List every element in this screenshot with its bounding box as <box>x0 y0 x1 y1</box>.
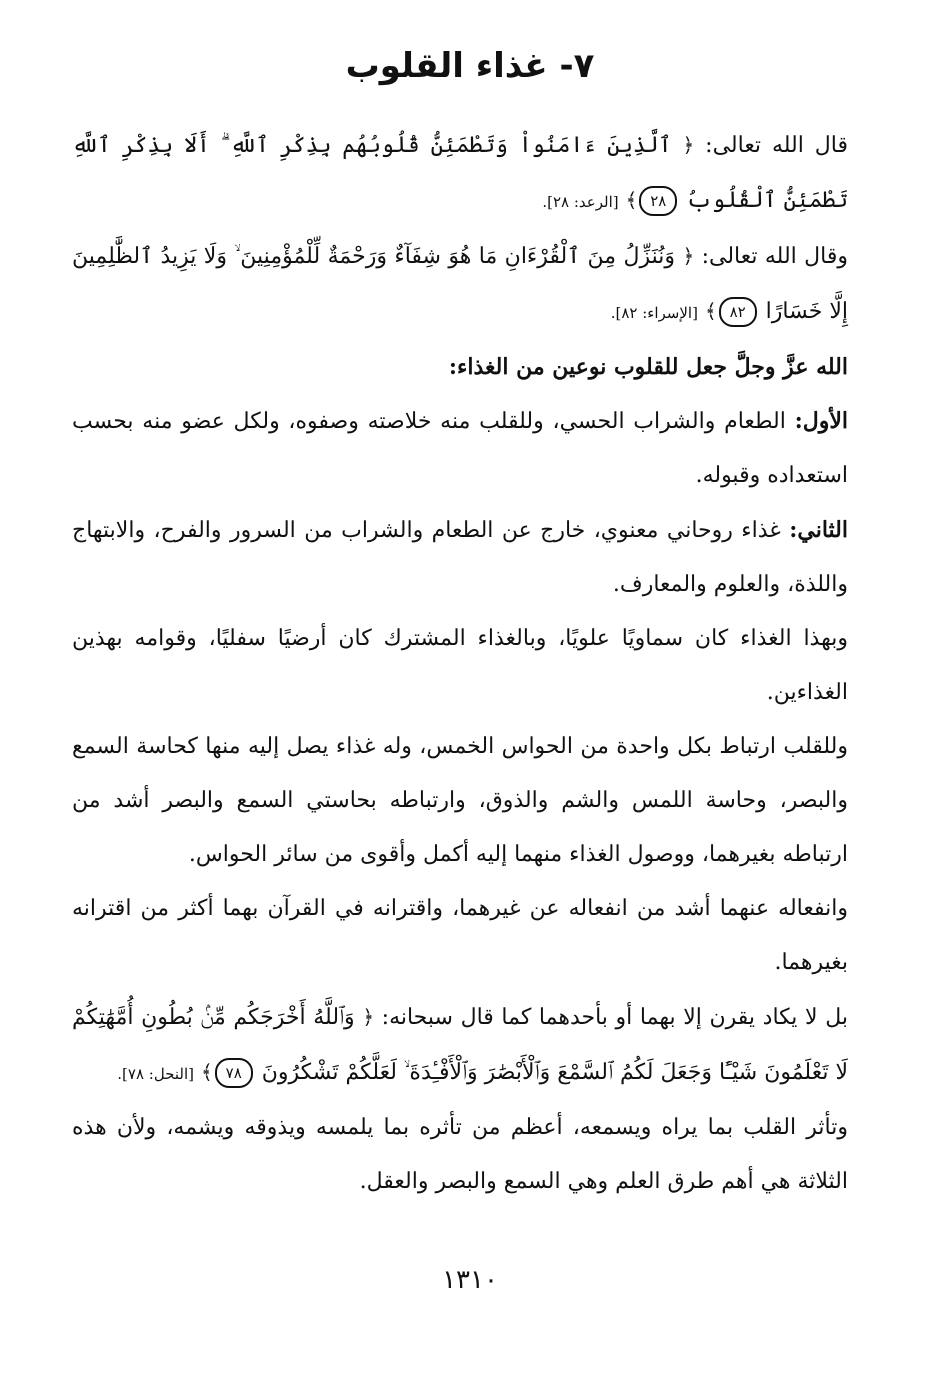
quran-verse: وَنُنَزِّلُ مِنَ ٱلْقُرْءَانِ مَا هُوَ شِفَآءٌ وَرَحْمَةٌ لِّلْمُؤْمِنِينَ ۙ وَلَا يَزِيدُ ٱلظَّٰلِمِينَ إِلَّا خَسَارًا <box>72 244 848 324</box>
verse-intro: وقال الله تعالى: <box>694 244 849 269</box>
page-number: ١٣١٠ <box>442 1265 498 1295</box>
paragraph: وتأثر القلب بما يراه ويسمعه، أعظم من تأثره بما يلمسه ويذوقه ويشمه، ولأن هذه الثلاثة هي أهم طرق العلم وهي السمع والبصر والعقل. <box>72 1115 848 1194</box>
ornate-bracket-open-icon: ﴿ <box>362 1005 375 1029</box>
paragraph: وانفعاله عنهما أشد من انفعاله عن غيرهما، واقترانه في القرآن بهما أكثر من اقترانه بغيرهما. <box>72 896 848 975</box>
page-body <box>72 118 848 1209</box>
paragraph-label: الأول: <box>794 408 848 434</box>
verse-number-badge: ٧٨ <box>215 1058 253 1088</box>
verse-citation: [الإسراء: ٨٢]. <box>610 304 698 322</box>
paragraph-text: غذاء روحاني معنوي، خارج عن الطعام والشراب من السرور والفرح، والابتهاج واللذة، والعلوم والمعارف. <box>72 518 848 597</box>
paragraph-first-type <box>72 394 848 503</box>
paragraph-second-type <box>72 503 848 612</box>
verse-block-ar-rad <box>72 118 848 229</box>
verse-intro: قال الله تعالى: <box>694 133 849 158</box>
verse-block-an-nahl <box>72 990 848 1101</box>
ornate-bracket-open-icon: ﴿ <box>682 133 695 157</box>
paragraph-label: الثاني: <box>789 517 848 543</box>
paragraph-text: الطعام والشراب الحسي، وللقلب منه خلاصته وصفوه، ولكل عضو منه بحسب استعداده وقبوله. <box>72 409 848 488</box>
verse-number-badge: ٨٢ <box>719 297 757 327</box>
ornate-bracket-open-icon: ﴿ <box>682 244 695 268</box>
verse-block-al-isra <box>72 229 848 340</box>
ornate-bracket-close-icon: ﴾ <box>201 1060 213 1084</box>
paragraph: وللقلب ارتباط بكل واحدة من الحواس الخمس، وله غذاء يصل إليه منها كحاسة السمع والبصر، وحاسة اللمس والشم والذوق، وارتباطه بحاستي السمع والبصر أشد من ارتباطه بغيرهما، ووصول الغذاء منهما إليه أكمل وأقوى من سائر الحواس. <box>72 734 848 867</box>
verse-citation: [الرعد: ٢٨]. <box>542 193 619 211</box>
paragraph: وبهذا الغذاء كان سماويًا علويًا، وبالغذاء المشترك كان أرضيًا سفليًا، وقوامه بهذين الغذاءين. <box>72 626 848 705</box>
verse-intro: بل لا يكاد يقرن إلا بهما أو بأحدهما كما قال سبحانه: <box>374 1005 848 1030</box>
quran-verse: ٱلَّذِينَ ءَامَنُواْ وَتَطْمَئِنُّ قُلُوبُهُم بِذِكْرِ ٱللَّهِ ۗ أَلَا بِذِكْرِ ٱللَّهِ تَطْمَئِنُّ ٱلْقُلُوبُ <box>72 133 848 213</box>
ornate-bracket-close-icon: ﴾ <box>625 188 638 212</box>
verse-citation: [النحل: ٧٨]. <box>117 1065 195 1083</box>
ornate-bracket-close-icon: ﴾ <box>704 299 717 323</box>
quran-verse: وَٱللَّهُ أَخْرَجَكُم مِّنۢ بُطُونِ أُمَّهَٰتِكُمْ لَا تَعْلَمُونَ شَيْـًٔا وَجَعَلَ لَكُمُ ٱلسَّمْعَ وَٱلْأَبْصَٰرَ وَٱلْأَفْـِٔدَةَ ۙ لَعَلَّكُمْ تَشْكُرُونَ <box>72 1005 848 1085</box>
verse-number-badge: ٢٨ <box>639 186 677 216</box>
section-heading: الله عزَّ وجلَّ جعل للقلوب نوعين من الغذاء: <box>448 354 848 380</box>
chapter-title: ٧- غذاء القلوب <box>345 46 595 86</box>
